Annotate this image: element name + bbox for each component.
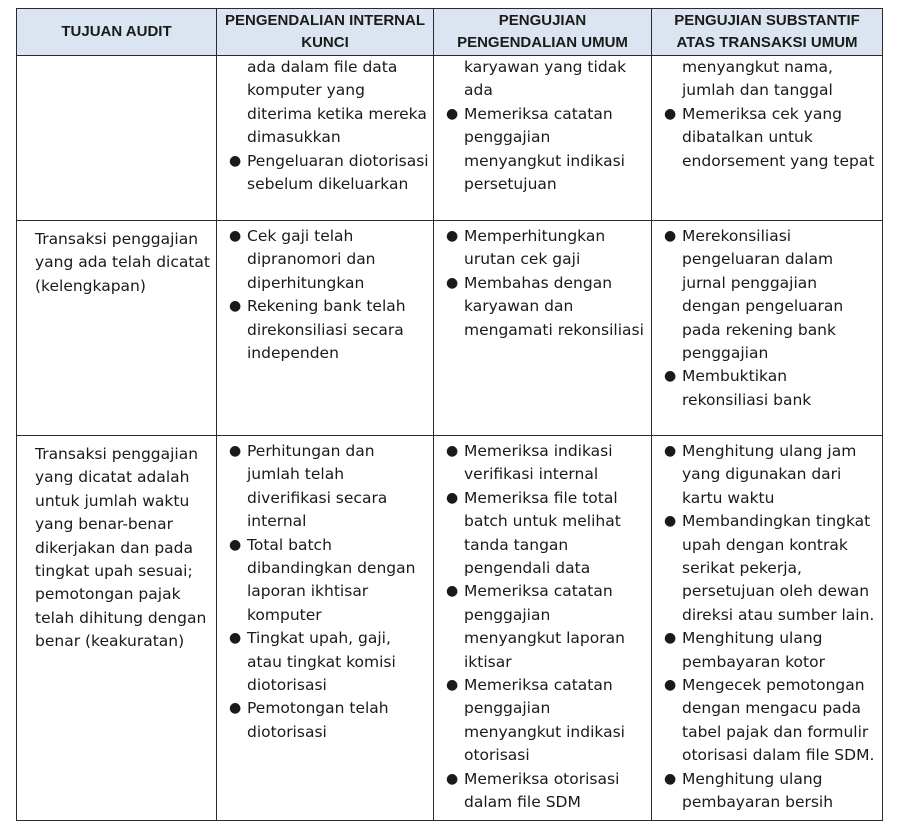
list-item: [229, 225, 429, 295]
list-item: [446, 225, 647, 272]
table-row: [17, 221, 883, 436]
header-tests-of-controls: PENGUJIAN PENGENDALIAN UMUM: [434, 9, 652, 56]
bullet-icon: ●: [229, 700, 242, 717]
audit-objective-cell: [17, 221, 217, 436]
audit-table: [16, 8, 883, 821]
list-item: [446, 440, 647, 487]
list-item: [664, 768, 878, 815]
bullet-icon: ●: [446, 274, 459, 291]
bullet-list: [229, 225, 429, 365]
list-item-text: Memeriksa catatan penggajian menyangkut indikasi persetujuan: [464, 104, 625, 194]
bullet-icon: ●: [446, 677, 459, 694]
bullet-icon: ●: [229, 536, 242, 553]
audit-objective-cell: [17, 56, 217, 221]
bullet-icon: ●: [446, 583, 459, 600]
header-key-internal-controls: PENGENDALIAN INTERNAL KUNCI: [217, 9, 434, 56]
audit-objective-cell: [17, 436, 217, 821]
list-item: [229, 627, 429, 697]
bullet-list: [664, 440, 878, 815]
list-item: [446, 674, 647, 768]
bullet-icon: ●: [446, 770, 459, 787]
header-substantive-tests: PENGUJIAN SUBSTANTIF ATAS TRANSAKSI UMUM: [652, 9, 883, 56]
bullet-icon: ●: [664, 770, 677, 787]
bullet-icon: ●: [664, 228, 677, 244]
list-item-text: Membandingkan tingkat upah dengan kontrak serikat pekerja, persetujuan oleh dewan direksi atau sumber lain.: [682, 512, 875, 624]
list-item: [664, 627, 878, 674]
controls-cell: [217, 221, 434, 436]
tests-of-controls-cell: [434, 56, 652, 221]
list-item: [446, 103, 647, 197]
header-row: [17, 9, 883, 56]
list-item-continued: [446, 56, 647, 103]
list-item: [229, 440, 429, 534]
list-item-text: Membahas dengan karyawan dan mengamati rekonsiliasi: [464, 273, 644, 339]
bullet-icon: ●: [664, 630, 677, 647]
table-body: [17, 56, 883, 821]
list-item-text: Rekening bank telah direkonsiliasi secara independen: [247, 297, 406, 363]
table-row: [17, 436, 883, 821]
list-item: [446, 272, 647, 342]
list-item-continued: [229, 56, 429, 150]
list-item-text: Memeriksa indikasi verifikasi internal: [464, 442, 613, 484]
bullet-list: [664, 225, 878, 412]
bullet-icon: ●: [229, 443, 242, 459]
list-item-text: menyangkut nama, jumlah dan tanggal: [682, 58, 833, 100]
substantive-tests-cell: [652, 436, 883, 821]
list-item: [229, 697, 429, 744]
list-item: [664, 225, 878, 365]
audit-objective-text: Transaksi penggajian yang ada telah dicatat (kelengkapan): [35, 230, 211, 295]
list-item-text: Membuktikan rekonsiliasi bank: [682, 367, 812, 409]
list-item-text: Menghitung ulang pembayaran kotor: [682, 629, 825, 671]
list-item-text: Memeriksa catatan penggajian menyangkut laporan iktisar: [464, 582, 625, 671]
bullet-icon: ●: [664, 105, 677, 122]
list-item-text: Merekonsiliasi pengeluaran dalam jurnal penggajian dengan pengeluaran pada rekening bank penggajian: [682, 227, 844, 363]
bullet-list: [446, 56, 647, 196]
list-item-text: Memeriksa otorisasi dalam file SDM: [464, 769, 620, 812]
list-item-text: Memeriksa catatan penggajian menyangkut indikasi otorisasi: [464, 676, 625, 765]
list-item: [664, 674, 878, 768]
list-item: [229, 150, 429, 197]
list-item-text: Memeriksa cek yang dibatalkan untuk endorsement yang tepat: [682, 104, 875, 170]
bullet-icon: ●: [446, 489, 459, 506]
list-item-text: Menghitung ulang jam yang digunakan dari kartu waktu: [682, 442, 857, 507]
list-item: [664, 510, 878, 627]
bullet-icon: ●: [229, 228, 242, 244]
bullet-list: [229, 56, 429, 196]
table-row: [17, 56, 883, 221]
bullet-icon: ●: [446, 105, 459, 122]
list-item: [664, 440, 878, 510]
tests-of-controls-cell: [434, 221, 652, 436]
controls-cell: [217, 56, 434, 221]
list-item: [229, 295, 429, 365]
list-item-text: karyawan yang tidak ada: [464, 58, 627, 100]
list-item: [446, 580, 647, 674]
list-item: [446, 768, 647, 815]
header-audit-objective: TUJUAN AUDIT: [17, 9, 217, 56]
list-item-continued: [664, 56, 878, 103]
list-item-text: Memeriksa file total batch untuk melihat tanda tangan pengendali data: [464, 488, 621, 578]
list-item-text: Perhitungan dan jumlah telah diverifikasi secara internal: [247, 442, 388, 531]
substantive-tests-cell: [652, 56, 883, 221]
bullet-list: [446, 225, 647, 342]
bullet-icon: ●: [664, 677, 677, 694]
bullet-icon: ●: [664, 368, 677, 385]
bullet-icon: ●: [664, 513, 677, 530]
substantive-tests-cell: [652, 221, 883, 436]
list-item: [446, 487, 647, 581]
list-item: [664, 365, 878, 412]
bullet-icon: ●: [229, 630, 242, 647]
bullet-list: [664, 56, 878, 173]
audit-objective-text: Transaksi penggajian yang dicatat adalah untuk jumlah waktu yang benar-benar dikerjakan dan pada tingkat upah sesuai; pemotongan pajak telah dihitung dengan benar (keakuratan): [35, 445, 207, 651]
list-item: [664, 103, 878, 173]
bullet-icon: ●: [229, 298, 242, 315]
list-item-text: Memperhitungkan urutan cek gaji: [464, 227, 606, 269]
list-item-text: Pengeluaran diotorisasi sebelum dikeluarkan: [247, 151, 429, 194]
list-item-text: ada dalam file data komputer yang diterima ketika mereka dimasukkan: [247, 58, 427, 147]
bullet-icon: ●: [446, 228, 459, 244]
list-item: [229, 534, 429, 628]
bullet-icon: ●: [446, 443, 459, 459]
bullet-list: [229, 440, 429, 744]
list-item-text: Cek gaji telah dipranomori dan diperhitungkan: [247, 227, 376, 292]
bullet-icon: ●: [229, 152, 242, 169]
list-item-text: Menghitung ulang pembayaran bersih: [682, 769, 834, 812]
list-item-text: Total batch dibandingkan dengan laporan ikhtisar komputer: [247, 535, 416, 624]
tests-of-controls-cell: [434, 436, 652, 821]
bullet-icon: ●: [664, 443, 677, 459]
list-item-text: Tingkat upah, gaji, atau tingkat komisi diotorisasi: [247, 629, 396, 695]
controls-cell: [217, 436, 434, 821]
list-item-text: Mengecek pemotongan dengan mengacu pada tabel pajak dan formulir otorisasi dalam file SDM.: [682, 676, 875, 765]
list-item-text: Pemotongan telah diotorisasi: [247, 699, 389, 741]
bullet-list: [446, 440, 647, 815]
